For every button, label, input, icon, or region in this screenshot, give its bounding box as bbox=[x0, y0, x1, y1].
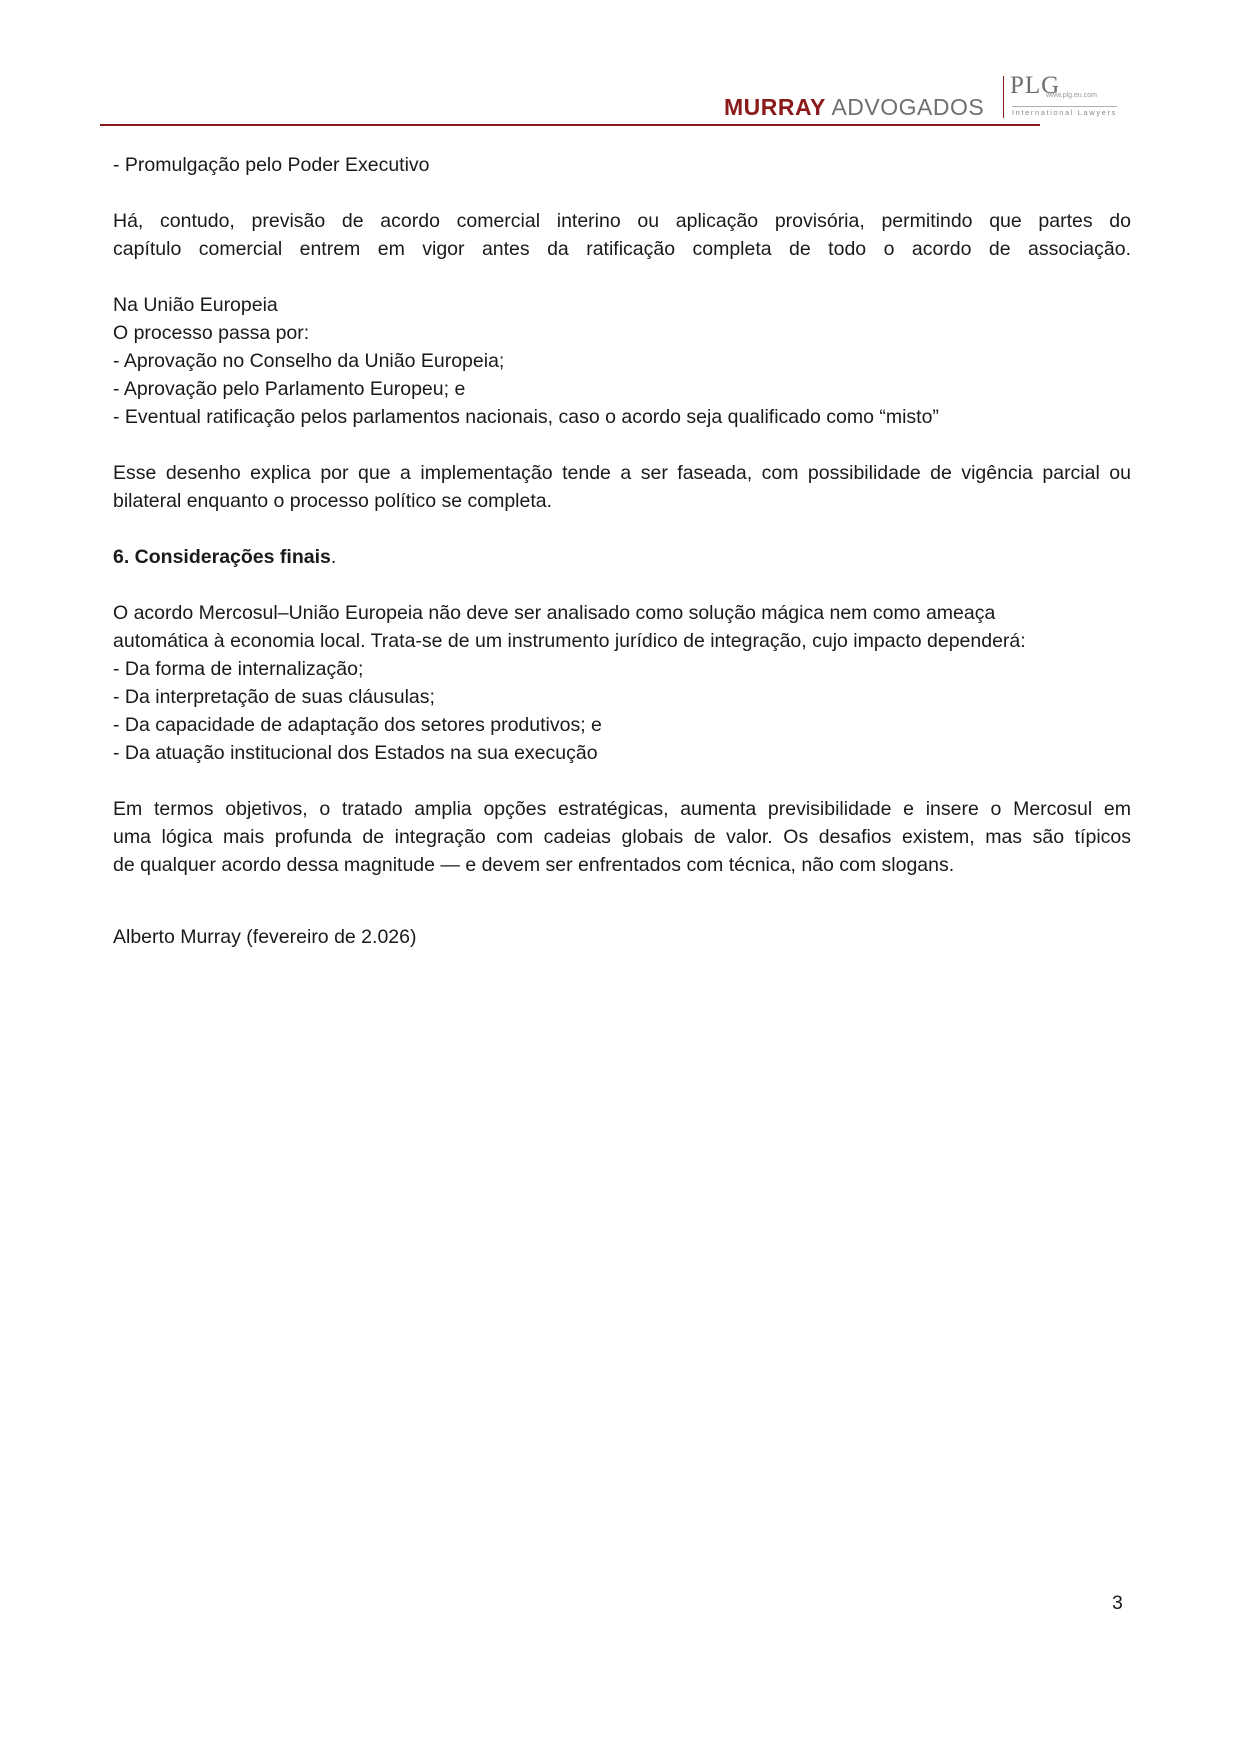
page-number: 3 bbox=[1112, 1592, 1123, 1614]
brand-murray: MURRAY bbox=[724, 94, 826, 120]
paragraph-desenho-line-1: Esse desenho explica por que a implementação tende a ser faseada, com possibilidade de vigência parcial ou bbox=[113, 462, 1131, 484]
paragraph-interino-line-2: capítulo comercial entrem em vigor antes da ratificação completa de todo o acordo de associação. bbox=[113, 238, 1131, 260]
logo-divider bbox=[1003, 76, 1004, 118]
paragraph-termos-line-2: uma lógica mais profunda de integração com cadeias globais de valor. Os desafios existem, mas são típicos bbox=[113, 826, 1131, 848]
list-item: - Da forma de internalização; bbox=[113, 658, 364, 680]
header-rule bbox=[100, 124, 1040, 126]
section-heading bbox=[113, 543, 1131, 571]
paragraph-gap bbox=[113, 431, 1131, 459]
paragraph-gap bbox=[113, 515, 1131, 543]
eu-intro: O processo passa por: bbox=[113, 322, 310, 344]
paragraph-gap bbox=[113, 879, 1131, 923]
plg-logo-url: www.plg.eu.com bbox=[1046, 92, 1097, 99]
signature: Alberto Murray (fevereiro de 2.026) bbox=[113, 926, 417, 948]
paragraph-termos-line-3: de qualquer acordo dessa magnitude — e devem ser enfrentados com técnica, não com slogans. bbox=[113, 854, 955, 876]
eu-heading: Na União Europeia bbox=[113, 294, 278, 316]
list-item: - Da interpretação de suas cláusulas; bbox=[113, 686, 435, 708]
plg-logo: PLG bbox=[1010, 72, 1061, 99]
brand-advogados: ADVOGADOS bbox=[825, 94, 985, 120]
page-header bbox=[0, 0, 1241, 130]
paragraph-gap bbox=[113, 571, 1131, 599]
document-body bbox=[113, 151, 1131, 951]
section-title: 6. Considerações finais bbox=[113, 546, 331, 568]
list-item: - Aprovação no Conselho da União Europeia; bbox=[113, 350, 505, 372]
paragraph-acordo-line-2: automática à economia local. Trata-se de um instrumento jurídico de integração, cujo impacto dependerá: bbox=[113, 630, 1026, 652]
paragraph-gap bbox=[113, 263, 1131, 291]
paragraph-termos-line-1: Em termos objetivos, o tratado amplia opções estratégicas, aumenta previsibilidade e insere o Mercosul em bbox=[113, 798, 1131, 820]
section-title-punct: . bbox=[330, 546, 337, 568]
list-item: - Da capacidade de adaptação dos setores produtivos; e bbox=[113, 714, 602, 736]
paragraph-desenho-line-2: bilateral enquanto o processo político se completa. bbox=[113, 490, 553, 512]
list-item: - Eventual ratificação pelos parlamentos nacionais, caso o acordo seja qualificado como “misto” bbox=[113, 406, 939, 428]
paragraph-acordo-line-1: O acordo Mercosul–União Europeia não deve ser analisado como solução mágica nem como ameaça bbox=[113, 602, 996, 624]
paragraph-gap bbox=[113, 767, 1131, 795]
plg-logo-subtitle: International Lawyers bbox=[1012, 108, 1117, 117]
list-item: - Aprovação pelo Parlamento Europeu; e bbox=[113, 378, 466, 400]
paragraph-gap bbox=[113, 179, 1131, 207]
list-item-promulgacao: - Promulgação pelo Poder Executivo bbox=[113, 154, 430, 176]
paragraph-interino-line-1: Há, contudo, previsão de acordo comercial interino ou aplicação provisória, permitindo que partes do bbox=[113, 210, 1131, 232]
list-item: - Da atuação institucional dos Estados na sua execução bbox=[113, 742, 598, 764]
brand-wordmark bbox=[724, 92, 984, 122]
